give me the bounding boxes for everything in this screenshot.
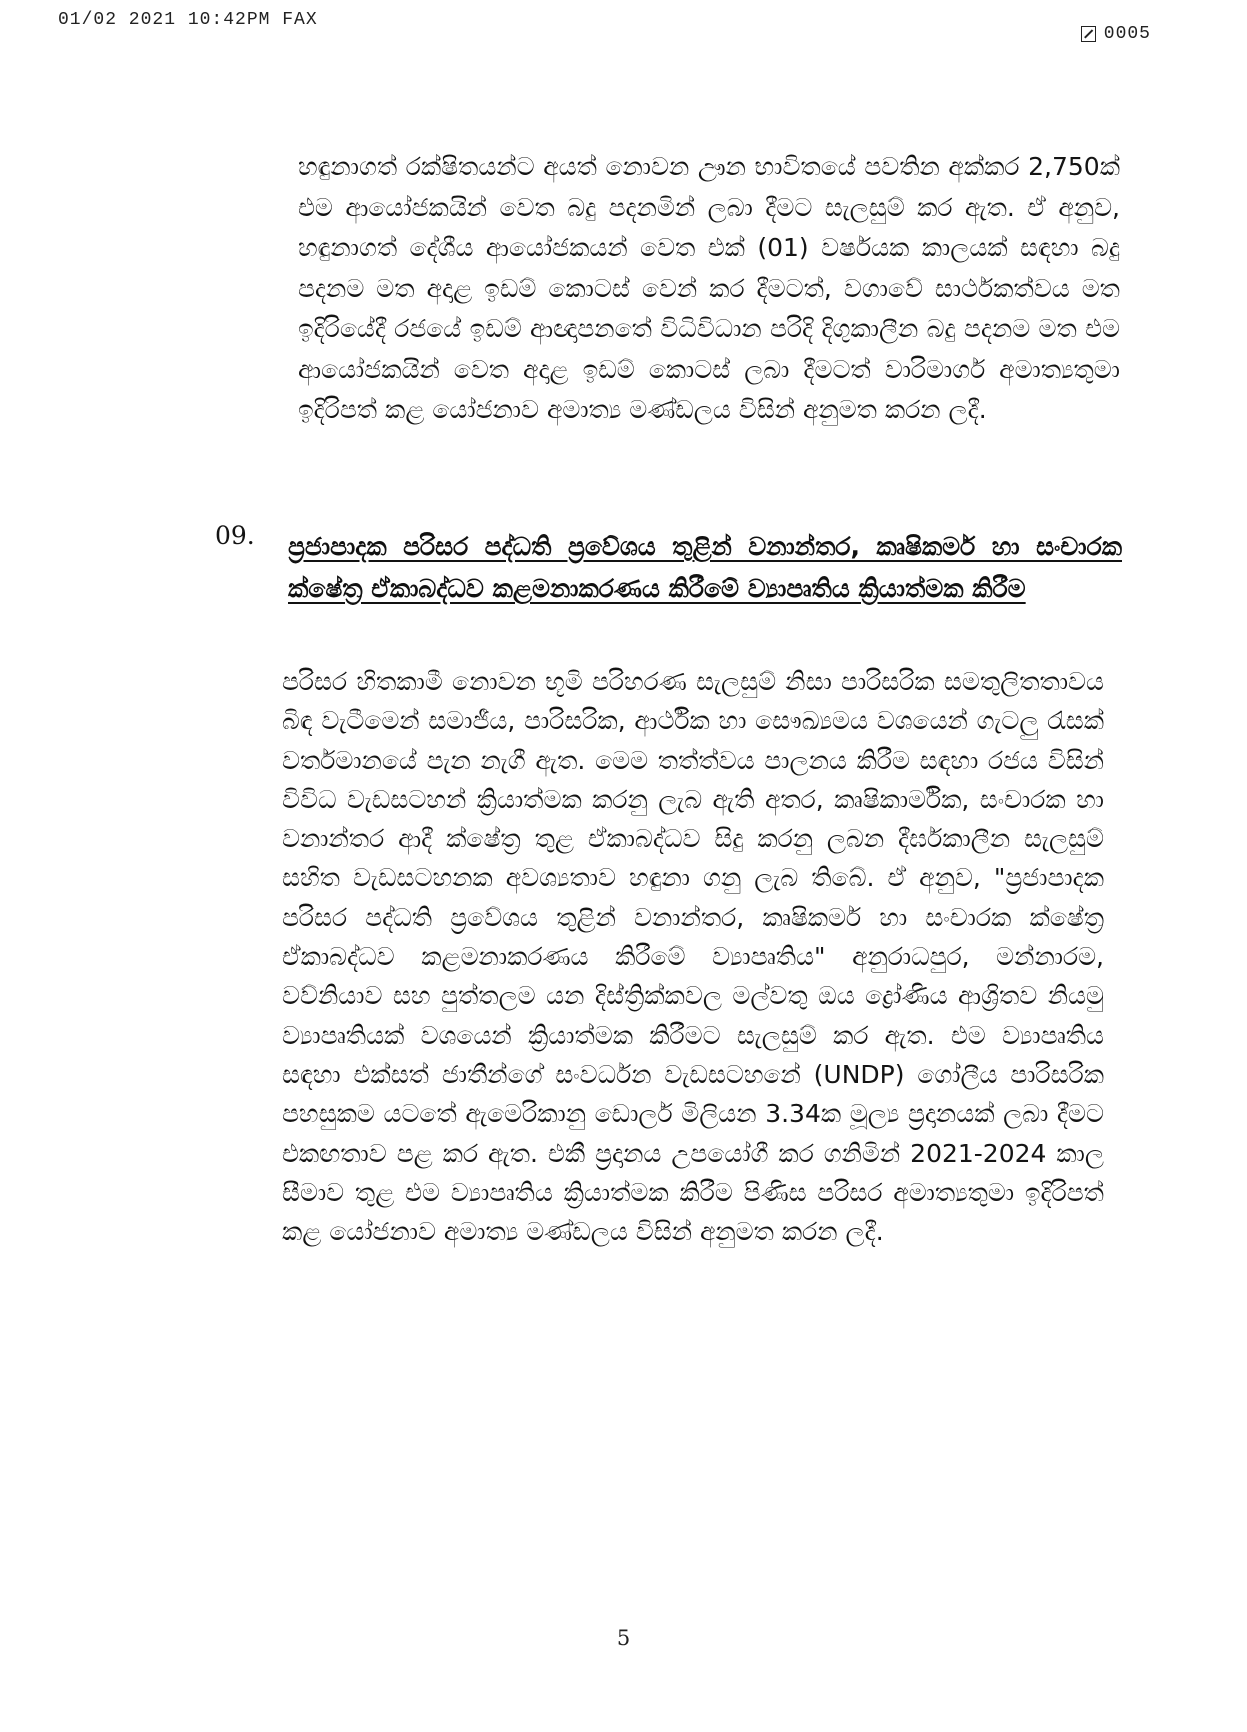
fax-box-icon [1081, 26, 1096, 42]
section-number: 09. [215, 521, 255, 550]
continuation-paragraph: හඳුනාගත් රක්ෂිතයන්ට අයත් නොවන ඌන භාවිතයේ පවතින අක්කර 2,750ක් එම ආයෝජකයින් වෙත බදු පදනමින් ලබා දීමට සැලසුම් කර ඇත. ඒ අනුව, හඳුනාගත් දේශීය ආයෝජකයන් වෙත එක් (01) වර්ෂයක කාලයක් සඳහා බදු පදනම මත අදාළ ඉඩම් කොටස් වෙන් කර දීමටත්, වගාවේ සාර්ථකත්වය මත ඉදිරියේදී රජයේ ඉඩම් ආඥාපනතේ විධිවිධාන පරිදි දිගුකාලීන බදු පදනම මත එම ආයෝජකයින් වෙත අදාළ ඉඩම් කොටස් ලබා දීමටත් වාරිමාර්ග අමාත්‍යතුමා ඉදිරිපත් කළ යෝජනාව අමාත්‍ය මණ්ඩලය විසින් අනුමත කරන ලදී. [298, 152, 1120, 424]
section-heading: ප්‍රජාපාදක පරිසර පද්ධති ප්‍රවේශය තුළින් වනාන්තර, කෘෂිකර්ම හා සංචාරක ක්ෂේත්‍ර ඒකාබද්ධව කළමනාකරණය කිරීමේ ව්‍යාපෘතිය ක්‍රියාත්මක කිරීම [288, 532, 1122, 603]
fax-page-code [1081, 24, 1151, 44]
section-body-paragraph: පරිසර හිතකාමී නොවන භූමි පරිහරණ සැලසුම් නිසා පාරිසරික සමතුලිතතාවය බිඳ වැටීමෙන් සමාජීය, පාරිසරික, ආර්ථික හා සෞඛ්‍යමය වශයෙන් ගැටලු රැසක් වර්තමානයේ පැන නැගී ඇත. මෙම තත්ත්වය පාලනය කිරීම සඳහා රජය විසින් විවිධ වැඩසටහන් ක්‍රියාත්මක කරනු ලැබ ඇති අතර, කෘෂිකාර්මික, සංචාරක හා වනාන්තර ආදී ක්ෂේත්‍ර තුළ ඒකාබද්ධව සිදු කරනු ලබන දීර්ඝකාලීන සැලසුම් සහිත වැඩසටහනක අවශ්‍යතාව හඳුනා ගනු ලැබ තිබේ. ඒ අනුව, "ප්‍රජාපාදක පරිසර පද්ධති ප්‍රවේශය තුළින් වනාන්තර, කෘෂිකර්ම හා සංචාරක ක්ෂේත්‍ර ඒකාබද්ධව කළමනාකරණය කිරීමේ ව්‍යාපෘතිය" අනුරාධපුර, මන්නාරම, වව්නියාව සහ පුත්තලම යන දිස්ත්‍රික්කවල මල්වතු ඔය ද්‍රෝණිය ආශ්‍රිතව නියමු ව්‍යාපෘතියක් වශයෙන් ක්‍රියාත්මක කිරීමට සැලසුම් කර ඇත. එම ව්‍යාපෘතිය සඳහා එක්සත් ජාතීන්ගේ සංවර්ධන වැඩසටහනේ (UNDP) ගෝලීය පාරිසරික පහසුකම යටතේ ඇමෙරිකානු ඩොලර් මිලියන 3.34ක මූල්‍ය ප්‍රදානයක් ලබා දීමට එකඟතාව පළ කර ඇත. එකී ප්‍රදානය උපයෝගී කර ගනිමින් 2021-2024 කාල සීමාව තුළ එම ව්‍යාපෘතිය ක්‍රියාත්මක කිරීම පිණිස පරිසර අමාත්‍යතුමා ඉදිරිපත් කළ යෝජනාව අමාත්‍ය මණ්ඩලය විසින් අනුමත කරන ලදී. [282, 667, 1104, 1247]
fax-page-code-text: 0005 [1103, 24, 1151, 44]
page-number: 5 [616, 1626, 631, 1650]
fax-header-timestamp: 01/02 2021 10:42PM FAX [58, 10, 318, 30]
